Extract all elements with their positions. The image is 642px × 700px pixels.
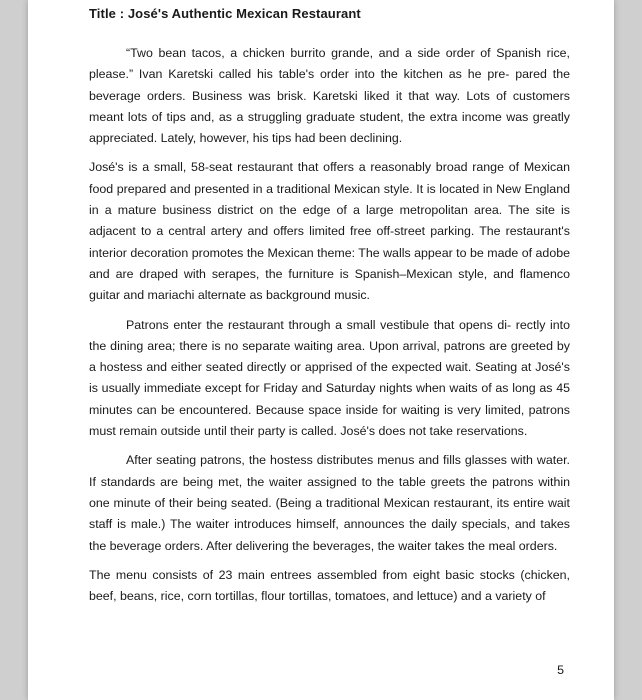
document-page xyxy=(28,0,614,700)
paragraph-restaurant-description: José's is a small, 58-seat restaurant that offers a reasonably broad range of Mexican food prepared and presented in a traditional Mexican style. It is located in New England in a mature business district on the edge of a large metropolitan area. The site is adjacent to a central artery and offers limited free off-street parking. The restaurant's interior decoration promotes the Mexican theme: The walls appear to be made of adobe and are draped with serapes, the furniture is Spanish–Mexican style, and flamenco guitar and mariachi alternate as background music. xyxy=(89,160,570,303)
paragraph-service: After seating patrons, the hostess distributes menus and fills glasses with water. If standards are being met, the waiter assigned to the table greets the patrons within one minute of their being seated. (Being a traditional Mexican restaurant, its entire wait staff is male.) The waiter introduces himself, announces the daily specials, and takes the beverage orders. After delivering the beverages, the waiter takes the meal orders. xyxy=(89,453,570,553)
paragraph-menu: The menu consists of 23 main entrees assembled from eight basic stocks (chicken, beef, beans, rice, corn tortillas, flour tortillas, tomatoes, and lettuce) and a variety of xyxy=(89,567,570,604)
paragraph-opening: “Two bean tacos, a chicken burrito grande, and a side order of Spanish rice, please.” Ivan Karetski called his table's order into the kitchen as he pre- pared the beverage orders. Business was brisk. Karetski liked it that way. Lots of customers meant lots of tips and, as a struggling graduate student, the extra income was greatly appreciated. Lately, however, his tips had been declining. xyxy=(89,46,570,146)
paragraph-seating: Patrons enter the restaurant through a small vestibule that opens di- rectly into the dining area; there is no separate waiting area. Upon arrival, patrons are greeted by a hostess and either seated directly or apprised of the expected wait. Seating at José's is usually immediate except for Friday and Saturday nights when waits of as long as 45 minutes can be encountered. Because space inside for waiting is very limited, patrons must remain outside until their party is called. José's does not take reservations. xyxy=(89,317,570,439)
document-title: Title : José's Authentic Mexican Restaurant xyxy=(89,6,361,21)
page-number: 5 xyxy=(557,663,564,677)
